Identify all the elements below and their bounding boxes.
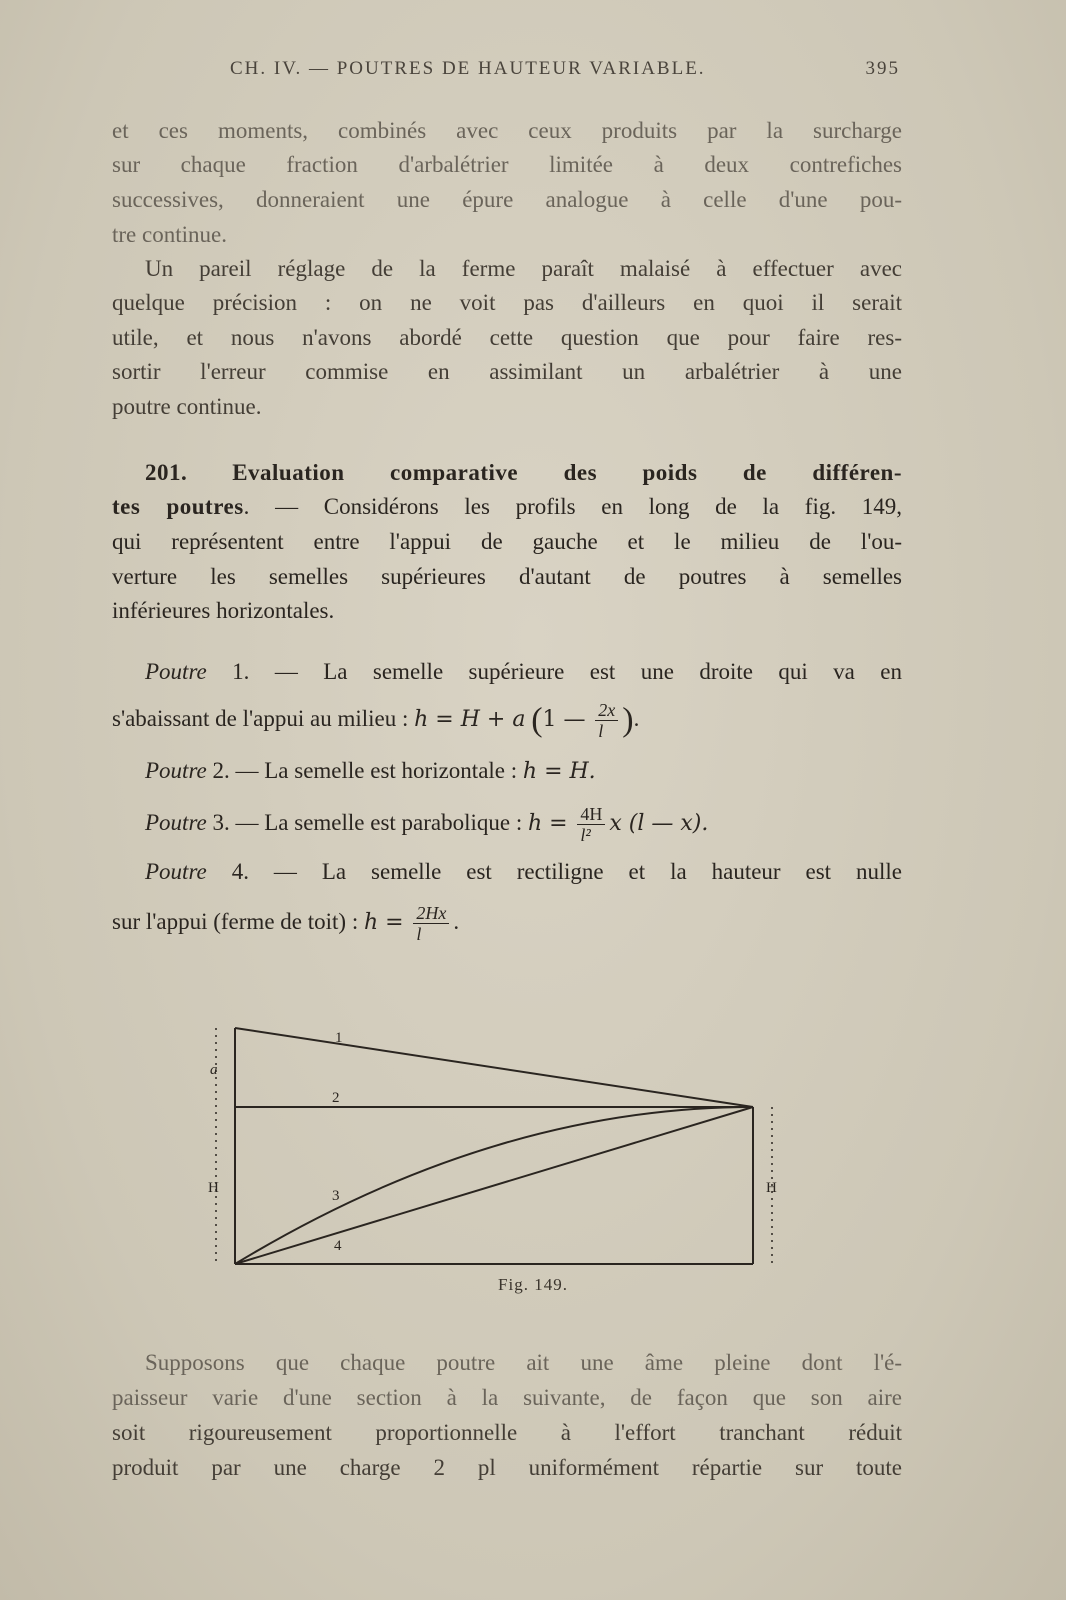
poutre-2-line: Poutre 2. — La semelle est horizontale : h = H. bbox=[145, 758, 596, 784]
text-line: tre continue. bbox=[112, 222, 227, 247]
text-line: poutre continue. bbox=[112, 394, 262, 419]
dim-H-left-label: H bbox=[208, 1180, 219, 1196]
text-line: produit par une charge 2 pl uniformément répartie sur toute bbox=[112, 1455, 902, 1480]
figure-caption: Fig. 149. bbox=[498, 1275, 568, 1294]
profile-4-line bbox=[235, 1107, 753, 1264]
text-line: qui représentent entre l'appui de gauche et le milieu de l'ou- bbox=[112, 529, 902, 554]
fraction: $\frac{2Hx}{l}$ bbox=[413, 903, 449, 944]
text-line: paisseur varie d'une section à la suivante, de façon que son aire bbox=[112, 1385, 902, 1410]
text-line: et ces moments, combinés avec ceux produits par la surcharge bbox=[112, 118, 902, 143]
header-title: CH. IV. — POUTRES DE HAUTEUR VARIABLE. bbox=[230, 58, 706, 79]
running-header bbox=[230, 58, 900, 88]
text-line: successives, donneraient une épure analogue à celle d'une pou- bbox=[112, 187, 902, 212]
profile-3-label: 3 bbox=[332, 1188, 340, 1204]
text-line: utile, et nous n'avons abordé cette question que pour faire res- bbox=[112, 325, 902, 350]
text-line: Un pareil réglage de la ferme paraît malaisé à effectuer avec bbox=[145, 256, 902, 281]
poutre-1-formula-line: s'abaissant de l'appui au milieu : h = H + a (1 — $\frac{2x}{l}$ ). bbox=[112, 700, 640, 741]
text-line: sortir l'erreur commise en assimilant un arbalétrier à une bbox=[112, 359, 902, 384]
text-line: sur chaque fraction d'arbalétrier limitée à deux contrefiches bbox=[112, 152, 902, 177]
profile-1-line bbox=[235, 1028, 753, 1107]
text-line: tes poutres. — Considérons les profils en long de la fig. 149, bbox=[112, 494, 902, 519]
section-heading bbox=[145, 456, 902, 490]
profile-2-label: 2 bbox=[332, 1090, 340, 1106]
text-line: quelque précision : on ne voit pas d'ailleurs en quoi il serait bbox=[112, 290, 902, 315]
profile-1-label: 1 bbox=[335, 1030, 343, 1046]
section-title-cont: tes poutres bbox=[112, 494, 244, 519]
dim-H-right-label: H bbox=[766, 1180, 777, 1196]
profile-4-label: 4 bbox=[334, 1238, 342, 1254]
text-line: soit rigoureusement proportionnelle à l'effort tranchant réduit bbox=[112, 1420, 902, 1445]
text-line: inférieures horizontales. bbox=[112, 598, 335, 623]
section-number: 201. bbox=[145, 460, 188, 485]
poutre-4-formula-line: sur l'appui (ferme de toit) : h = $\frac{2Hx}{l}$ . bbox=[112, 903, 460, 944]
fraction: $\frac{2x}{l}$ bbox=[595, 700, 618, 741]
beam-profiles-diagram bbox=[200, 1010, 800, 1290]
poutre-1-line: Poutre 1. — La semelle supérieure est une droite qui va en bbox=[145, 659, 903, 684]
fraction: $\frac{4H}{\text{l²}}$ bbox=[577, 804, 605, 845]
section-title: Evaluation comparative des poids de différen- bbox=[232, 460, 902, 485]
page-number: 395 bbox=[865, 58, 900, 79]
text-line: verture les semelles supérieures d'autant de poutres à semelles bbox=[112, 564, 902, 589]
dim-a-label: a bbox=[210, 1062, 218, 1078]
text-line: Supposons que chaque poutre ait une âme pleine dont l'é- bbox=[145, 1350, 902, 1375]
poutre-3-line: Poutre 3. — La semelle est parabolique : h = $\frac{4H}{\text{l²}}$ x (l — x). bbox=[145, 804, 709, 845]
poutre-4-line: Poutre 4. — La semelle est rectiligne et la hauteur est nulle bbox=[145, 859, 902, 884]
